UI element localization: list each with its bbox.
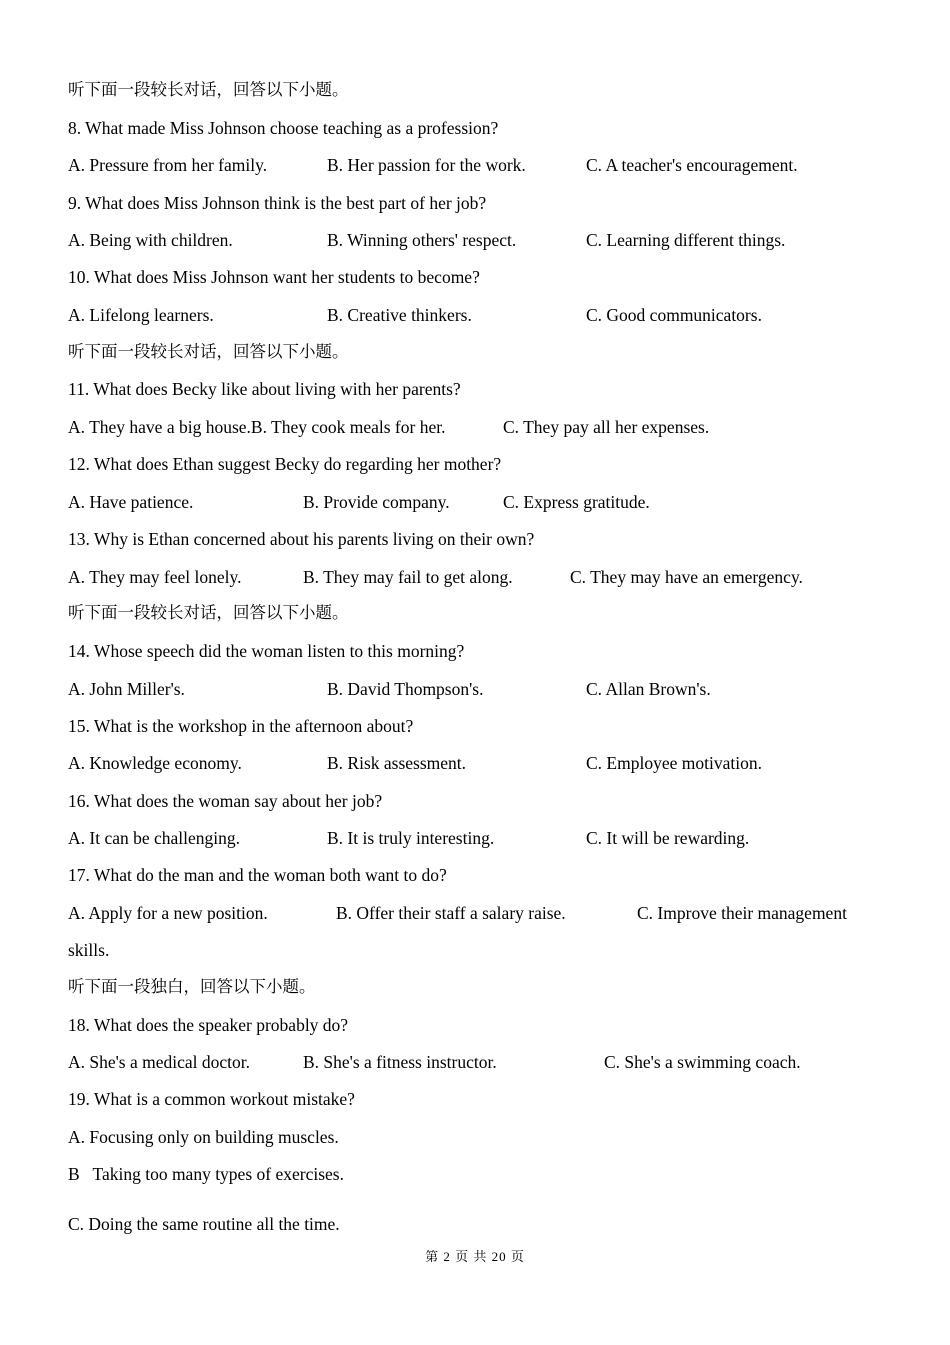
q16-option-c: C. It will be rewarding.: [586, 828, 750, 848]
question-8: 8. What made Miss Johnson choose teaching as a profession?: [68, 118, 499, 138]
section-instruction: 听下面一段独白，回答以下小题。: [68, 977, 316, 996]
q15-option-b: B. Risk assessment.: [327, 753, 467, 773]
section-instruction: 听下面一段较长对话，回答以下小题。: [68, 603, 349, 622]
q10-option-a: A. Lifelong learners.: [68, 305, 214, 325]
q12-option-a: A. Have patience.: [68, 492, 194, 512]
q13-option-a: A. They may feel lonely.: [68, 567, 242, 587]
q18-option-b: B. She's a fitness instructor.: [303, 1052, 497, 1072]
question-9: 9. What does Miss Johnson think is the best part of her job?: [68, 193, 487, 213]
question-17: 17. What do the man and the woman both want to do?: [68, 865, 447, 885]
q19-option-c: C. Doing the same routine all the time.: [68, 1214, 340, 1234]
q11-option-c: C. They pay all her expenses.: [503, 417, 710, 437]
section-instruction: 听下面一段较长对话，回答以下小题。: [68, 342, 349, 361]
q14-option-b: B. David Thompson's.: [327, 679, 484, 699]
q13-option-b: B. They may fail to get along.: [303, 567, 513, 587]
question-13: 13. Why is Ethan concerned about his parents living on their own?: [68, 529, 535, 549]
q17-option-c-continued: skills.: [68, 940, 110, 960]
q8-option-b: B. Her passion for the work.: [327, 155, 526, 175]
question-16: 16. What does the woman say about her job?: [68, 791, 383, 811]
q9-option-c: C. Learning different things.: [586, 230, 786, 250]
page-number-footer: 第 2 页 共 20 页: [425, 1249, 525, 1264]
q12-option-b: B. Provide company.: [303, 492, 450, 512]
q19-option-a: A. Focusing only on building muscles.: [68, 1127, 339, 1147]
q12-option-c: C. Express gratitude.: [503, 492, 650, 512]
q15-option-c: C. Employee motivation.: [586, 753, 762, 773]
q11-option-ab: A. They have a big house.B. They cook meals for her.: [68, 417, 446, 437]
question-10: 10. What does Miss Johnson want her students to become?: [68, 267, 480, 287]
q9-option-b: B. Winning others' respect.: [327, 230, 517, 250]
q16-option-a: A. It can be challenging.: [68, 828, 241, 848]
q9-option-a: A. Being with children.: [68, 230, 233, 250]
q15-option-a: A. Knowledge economy.: [68, 753, 242, 773]
section-instruction: 听下面一段较长对话，回答以下小题。: [68, 80, 349, 99]
q17-option-b: B. Offer their staff a salary raise.: [336, 903, 566, 923]
q17-option-a: A. Apply for a new position.: [68, 903, 268, 923]
question-19: 19. What is a common workout mistake?: [68, 1089, 355, 1109]
q8-option-c: C. A teacher's encouragement.: [586, 155, 798, 175]
question-12: 12. What does Ethan suggest Becky do regarding her mother?: [68, 454, 502, 474]
q16-option-b: B. It is truly interesting.: [327, 828, 495, 848]
q19-option-b: B Taking too many types of exercises.: [68, 1164, 344, 1184]
question-15: 15. What is the workshop in the afternoon about?: [68, 716, 414, 736]
q18-option-a: A. She's a medical doctor.: [68, 1052, 250, 1072]
q17-option-c: C. Improve their management: [637, 903, 847, 923]
q18-option-c: C. She's a swimming coach.: [604, 1052, 801, 1072]
q10-option-c: C. Good communicators.: [586, 305, 762, 325]
q13-option-c: C. They may have an emergency.: [570, 567, 803, 587]
q14-option-a: A. John Miller's.: [68, 679, 185, 699]
q10-option-b: B. Creative thinkers.: [327, 305, 472, 325]
question-18: 18. What does the speaker probably do?: [68, 1015, 349, 1035]
question-11: 11. What does Becky like about living with her parents?: [68, 379, 461, 399]
q14-option-c: C. Allan Brown's.: [586, 679, 711, 699]
question-14: 14. Whose speech did the woman listen to this morning?: [68, 641, 465, 661]
q8-option-a: A. Pressure from her family.: [68, 155, 268, 175]
